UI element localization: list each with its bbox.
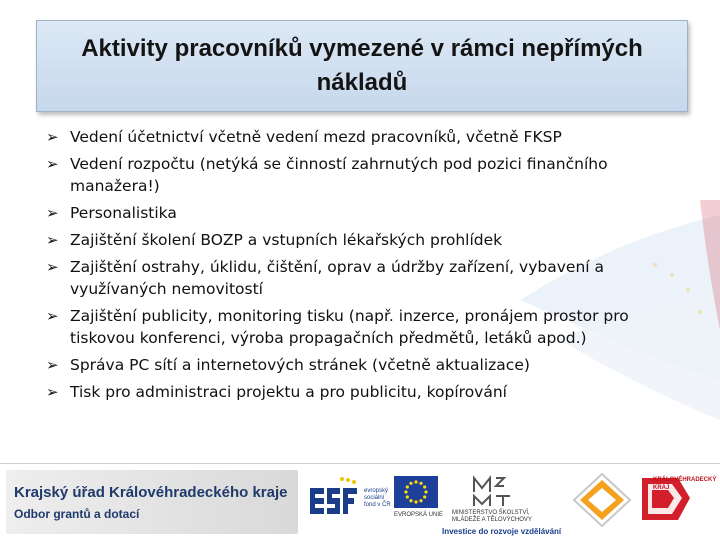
arrow-right-icon: ➢ — [46, 383, 59, 401]
arrow-right-icon: ➢ — [46, 356, 59, 374]
arrow-right-icon: ➢ — [46, 307, 59, 325]
bullet-text: Personalistika — [70, 204, 177, 222]
list-item — [46, 256, 666, 300]
msmt-caption-1: MINISTERSTVO ŠKOLSTVÍ, — [452, 510, 530, 516]
esf-logo-icon — [308, 474, 360, 526]
eu-flag-icon — [394, 476, 438, 508]
msmt-logo-icon — [470, 474, 516, 510]
bullet-text: Zajištění ostrahy, úklidu, čištění, oprav a údržby zařízení, vybavení a využívaných nemovitostí — [70, 258, 605, 298]
arrow-right-icon: ➢ — [46, 155, 59, 173]
slide-title: Aktivity pracovníků vymezené v rámci nepřímých nákladů — [81, 35, 643, 96]
arrow-right-icon: ➢ — [46, 128, 59, 146]
bullet-text: Vedení rozpočtu (netýká se činností zahrnutých pod pozici finančního manažera!) — [70, 155, 608, 195]
list-item — [46, 126, 666, 148]
bullet-text: Tisk pro administraci projektu a pro publicitu, kopírování — [70, 383, 507, 401]
list-item — [46, 381, 666, 403]
department-name: Odbor grantů a dotací — [14, 507, 140, 521]
bullet-text: Zajištění publicity, monitoring tisku (např. inzerce, pronájem prostor pro tiskovou konferenci, výroba propagačních předmětů, letáků apod.) — [70, 307, 629, 347]
org-name: Krajský úřad Královéhradeckého kraje — [14, 484, 288, 501]
list-item — [46, 305, 666, 349]
logo-strip — [302, 464, 720, 541]
bullet-text: Zajištění školení BOZP a vstupních lékařských prohlídek — [70, 231, 503, 249]
arrow-right-icon: ➢ — [46, 204, 59, 222]
eu-caption: EVROPSKÁ UNIE — [394, 512, 444, 518]
bullet-text: Vedení účetnictví včetně vedení mezd pracovníků, včetně FKSP — [70, 128, 562, 146]
list-item — [46, 354, 666, 376]
footer-banner — [0, 463, 720, 541]
list-item — [46, 229, 666, 251]
esf-caption: evropský sociální fond v ČR — [364, 488, 391, 508]
bullet-text: Správa PC sítí a internetových stránek (včetně aktualizace) — [70, 356, 530, 374]
arrow-right-icon: ➢ — [46, 258, 59, 276]
kraj-caption: KRÁLOVÉHRADECKÝ KRAJ — [653, 477, 717, 491]
slide-title-box — [36, 20, 688, 112]
list-item — [46, 202, 666, 224]
list-item — [46, 153, 666, 197]
bullet-list — [46, 126, 666, 408]
msmt-caption-2: MLÁDEŽE A TĚLOVÝCHOVY — [452, 517, 532, 523]
arrow-right-icon: ➢ — [46, 231, 59, 249]
footer-org-panel — [6, 470, 298, 534]
tagline: Investice do rozvoje vzdělávání — [442, 527, 562, 536]
education-logo-icon — [570, 470, 634, 530]
